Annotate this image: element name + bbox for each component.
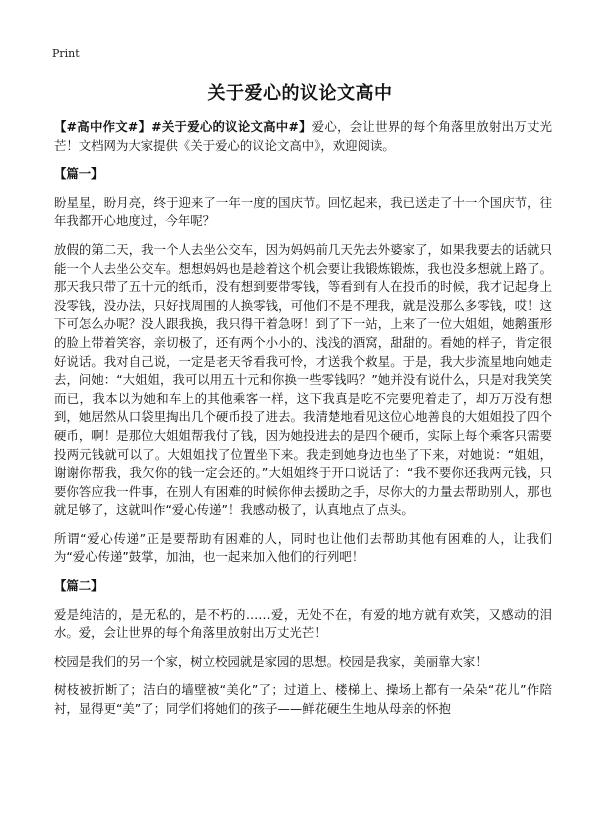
section1-paragraph-1: 盼星星，盼月亮，终于迎来了一年一度的国庆节。回忆起来，我已送走了十一个国庆节，往年我都开心地度过，今年呢？	[54, 194, 552, 229]
article-body	[54, 118, 552, 729]
section2-paragraph-2: 校园是我们的另一个家，树立校园就是家园的思想。校园是我家，美丽靠大家！	[54, 653, 488, 669]
intro-tags: 【#高中作文#】#关于爱心的议论文高中#】	[54, 119, 312, 134]
section1-paragraph-2: 放假的第二天，我一个人去坐公交车，因为妈妈前几天先去外婆家了，如果我要去的话就只能一个人去坐公交车。想想妈妈也是趁着这个机会要让我锻炼锻炼，我也没多想就上路了。那天我只带了五十元的纸币，没有想到要带零钱，等看到有人在投币的时候，我才记起身上没零钱，没办法，只好找周围的人换零钱，可他们不是不理我，就是没那么多零钱，哎！这下可怎么办呢？没人跟我换，我只得干着急呀！到了下一站，上来了一位大姐姐，她鹅蛋形的脸上带着笑容，亲切极了，还有两个小小的、浅浅的酒窝，甜甜的。看她的样子，肯定很好说话。我对自己说，一定是老天爷看我可怜，才送我个救星。于是，我大步流星地向她走去，问她：“大姐姐，我可以用五十元和你换一些零钱吗？”她并没有说什么，只是对我笑笑而已，我本以为她和车上的其他乘客一样，这下我真是吃不完要兜着走了，却万万没有想到，她居然从口袋里掏出几个硬币投了进去。我清楚地看见这位心地善良的大姐姐投了四个硬币，啊！是那位大姐姐帮我付了钱，因为她投进去的是四个硬币，实际上每个乘客只需要投两元钱就可以了。大姐姐找了位置坐下来。我走到她身边也坐了下来，对她说：“姐姐，谢谢你帮我，我欠你的钱一定会还的。”大姐姐终于开口说话了：“我不要你还我两元钱，只要你答应我一件事，在别人有困难的时候你伸去援助之手，尽你大的力量去帮助别人，那也就足够了，这就叫作“爱心传递”！我感动极了，认真地点了点头。	[54, 241, 552, 518]
section2-paragraph-3: 树枝被折断了；洁白的墙壁被“美化”了；过道上、楼梯上、操场上都有一朵朵“花儿”作陪衬，显得更“美”了；同学们将她们的孩子——鲜花硬生生地从母亲的怀抱	[54, 682, 552, 717]
intro-text: 爱心，会让世界的每个角落里放射出万丈光芒！文档网为大家提供《关于爱心的议论文高中》，欢迎阅读。	[54, 119, 553, 153]
section1-paragraph-3: 所谓“爱心传递”正是要帮助有困难的人，同时也让他们去帮助其他有困难的人，让我们为“爱心传递”鼓掌，加油，也一起来加入他们的行列吧！	[54, 530, 552, 565]
intro-paragraph	[54, 118, 552, 155]
section-heading-1: 【篇一】	[54, 166, 104, 182]
page-title: 关于爱心的议论文高中	[207, 83, 393, 104]
section-heading-2: 【篇二】	[54, 578, 104, 594]
print-link[interactable]: Print	[52, 47, 80, 60]
section2-paragraph-1: 爱是纯洁的，是无私的，是不朽的……爱，无处不在，有爱的地方就有欢笑，又感动的泪水。爱，会让世界的每个角落里放射出万丈光芒！	[54, 606, 552, 641]
